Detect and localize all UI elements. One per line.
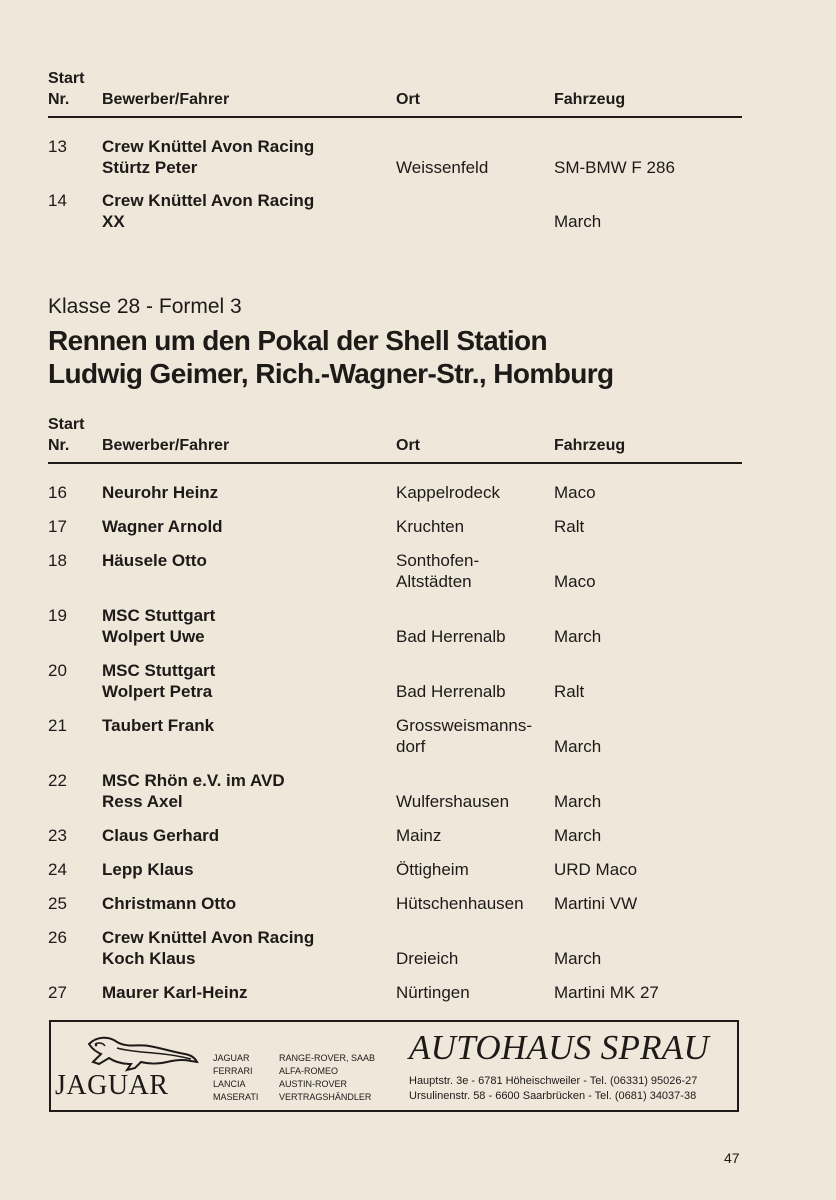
entrant-driver bbox=[102, 482, 218, 503]
entry-vehicle-line bbox=[554, 770, 601, 791]
start-number: 21 bbox=[48, 716, 67, 735]
entry-location bbox=[396, 136, 488, 178]
entry-row bbox=[48, 770, 742, 812]
start-number: 22 bbox=[48, 771, 67, 790]
entry-vehicle-line bbox=[554, 190, 601, 211]
header-ort: Ort bbox=[396, 91, 420, 108]
header-fahrzeug: Fahrzeug bbox=[554, 437, 626, 454]
brand-item: ALFA-ROMEO bbox=[279, 1066, 339, 1076]
entrant-driver-line: Claus Gerhard bbox=[102, 826, 220, 845]
brand-item: MASERATI bbox=[213, 1092, 259, 1102]
start-number: 18 bbox=[48, 551, 67, 570]
entry-vehicle-line: Maco bbox=[554, 572, 596, 591]
entry-vehicle-line: March bbox=[554, 627, 602, 646]
entry-row bbox=[48, 190, 742, 232]
start-number: 20 bbox=[48, 661, 67, 680]
header-bewerber: Bewerber/Fahrer bbox=[102, 91, 230, 108]
entrant-driver bbox=[102, 825, 219, 846]
entry-location-line bbox=[396, 605, 506, 626]
entry-location-line: Hütschenhausen bbox=[396, 894, 524, 913]
start-number: 25 bbox=[48, 894, 67, 913]
entrant-driver-line: Koch Klaus bbox=[102, 949, 196, 968]
entry-vehicle bbox=[554, 190, 601, 232]
entrant-driver-line bbox=[102, 571, 207, 592]
entry-vehicle bbox=[554, 715, 601, 757]
entry-row bbox=[48, 660, 742, 702]
entry-location bbox=[396, 825, 441, 846]
header-ort: Ort bbox=[396, 437, 420, 454]
entry-vehicle-line bbox=[554, 715, 601, 736]
brand-item: LANCIA bbox=[213, 1079, 246, 1089]
table-header-2 bbox=[48, 414, 742, 464]
entrant-driver-line: Wagner Arnold bbox=[102, 517, 223, 536]
entrant-driver bbox=[102, 927, 314, 969]
entrant-driver-line: MSC Stuttgart bbox=[102, 606, 216, 625]
entry-vehicle bbox=[554, 516, 584, 537]
entry-vehicle bbox=[554, 927, 601, 969]
entrant-driver bbox=[102, 136, 314, 178]
entry-location bbox=[396, 550, 479, 592]
entry-row bbox=[48, 715, 742, 757]
entry-row bbox=[48, 136, 742, 178]
entry-row bbox=[48, 825, 742, 846]
entrant-driver-line: Wolpert Petra bbox=[102, 682, 213, 701]
entry-row bbox=[48, 893, 742, 914]
entrant-driver bbox=[102, 859, 194, 880]
entry-location-line: Öttigheim bbox=[396, 860, 469, 879]
entrant-driver-line: Christmann Otto bbox=[102, 894, 237, 913]
race-title bbox=[48, 324, 614, 390]
entrant-driver-line: Neurohr Heinz bbox=[102, 483, 219, 502]
entry-vehicle bbox=[554, 136, 675, 178]
start-number: 26 bbox=[48, 928, 67, 947]
entry-vehicle-line bbox=[554, 550, 596, 571]
entry-vehicle-line: URD Maco bbox=[554, 860, 638, 879]
entry-location bbox=[396, 516, 464, 537]
entrant-driver-line: MSC Stuttgart bbox=[102, 661, 216, 680]
entry-location-line bbox=[396, 927, 458, 948]
entry-vehicle-line: SM-BMW F 286 bbox=[554, 158, 675, 177]
header-nr: Nr. bbox=[48, 91, 70, 108]
brand-item: FERRARI bbox=[213, 1066, 253, 1076]
entry-row bbox=[48, 550, 742, 592]
brand-item: VERTRAGSHÄNDLER bbox=[279, 1092, 372, 1102]
class-heading: Klasse 28 - Formel 3 bbox=[48, 295, 242, 318]
entrant-driver-line: Häusele Otto bbox=[102, 551, 207, 570]
entrant-driver bbox=[102, 770, 285, 812]
address-line-2: Ursulinenstr. 58 - 6600 Saarbrücken - Tel. (0681) 34037-38 bbox=[409, 1090, 697, 1102]
entrant-driver bbox=[102, 893, 236, 914]
entrant-driver bbox=[102, 605, 215, 647]
entry-row bbox=[48, 982, 742, 1003]
entrant-driver-line: Crew Knüttel Avon Racing bbox=[102, 928, 315, 947]
entry-location-line: Kappelrodeck bbox=[396, 483, 500, 502]
entry-vehicle bbox=[554, 482, 596, 503]
entrant-driver-line: Maurer Karl-Heinz bbox=[102, 983, 248, 1002]
entrant-driver bbox=[102, 982, 247, 1003]
entry-location-line: Bad Herrenalb bbox=[396, 682, 506, 701]
entry-vehicle-line bbox=[554, 660, 584, 681]
leaping-jaguar-icon bbox=[87, 1034, 199, 1074]
entry-vehicle bbox=[554, 550, 596, 592]
entry-location-line bbox=[396, 136, 488, 157]
start-number: 13 bbox=[48, 137, 67, 156]
entry-row bbox=[48, 516, 742, 537]
header-bewerber: Bewerber/Fahrer bbox=[102, 437, 230, 454]
entry-vehicle bbox=[554, 770, 601, 812]
entry-vehicle-line bbox=[554, 605, 601, 626]
entry-vehicle-line: March bbox=[554, 212, 602, 231]
header-rule bbox=[48, 116, 742, 118]
entry-location-line: Dreieich bbox=[396, 949, 459, 968]
entrant-driver-line: Ress Axel bbox=[102, 792, 183, 811]
entry-location-line bbox=[396, 770, 509, 791]
entry-vehicle-line: March bbox=[554, 792, 602, 811]
entrant-driver-line: Crew Knüttel Avon Racing bbox=[102, 191, 315, 210]
entry-row bbox=[48, 482, 742, 503]
entry-vehicle-line bbox=[554, 136, 675, 157]
entry-vehicle-line: Martini MK 27 bbox=[554, 983, 659, 1002]
entry-vehicle-line: Ralt bbox=[554, 517, 585, 536]
entrant-driver bbox=[102, 550, 207, 592]
header-start: Start bbox=[48, 416, 85, 433]
entry-location bbox=[396, 482, 500, 503]
entry-vehicle bbox=[554, 859, 637, 880]
jaguar-logo-word: JAGUAR bbox=[55, 1070, 169, 1101]
entry-location bbox=[396, 605, 506, 647]
entrant-driver-line: Crew Knüttel Avon Racing bbox=[102, 137, 315, 156]
entry-vehicle-line: Martini VW bbox=[554, 894, 638, 913]
entry-location-line bbox=[396, 660, 506, 681]
entry-location-line: Grossweismanns- bbox=[396, 716, 533, 735]
brand-item: JAGUAR bbox=[213, 1053, 250, 1063]
entry-vehicle-line: March bbox=[554, 949, 602, 968]
entrant-driver-line: MSC Rhön e.V. im AVD bbox=[102, 771, 285, 790]
entry-vehicle-line: Maco bbox=[554, 483, 596, 502]
address-line-1: Hauptstr. 3e - 6781 Höheischweiler - Tel. (06331) 95026-27 bbox=[409, 1075, 698, 1087]
entrant-driver-line: Taubert Frank bbox=[102, 716, 215, 735]
brand-item: AUSTIN-ROVER bbox=[279, 1079, 348, 1089]
start-number: 27 bbox=[48, 983, 67, 1002]
entry-vehicle-line: Ralt bbox=[554, 682, 585, 701]
entrant-driver bbox=[102, 715, 214, 757]
entry-location bbox=[396, 982, 470, 1003]
entry-row bbox=[48, 605, 742, 647]
entry-location bbox=[396, 660, 506, 702]
entrant-driver bbox=[102, 190, 314, 232]
entrant-driver-line: Lepp Klaus bbox=[102, 860, 194, 879]
start-number: 24 bbox=[48, 860, 67, 879]
entry-location bbox=[396, 927, 458, 969]
entrant-driver bbox=[102, 660, 215, 702]
entry-location-line: Wulfershausen bbox=[396, 792, 510, 811]
entry-vehicle bbox=[554, 982, 659, 1003]
entry-row bbox=[48, 927, 742, 969]
entry-location bbox=[396, 893, 524, 914]
race-title-line-1: Rennen um den Pokal der Shell Station bbox=[48, 325, 547, 356]
header-start: Start bbox=[48, 70, 85, 87]
entry-location-line: Altstädten bbox=[396, 572, 472, 591]
entry-location-line: dorf bbox=[396, 737, 426, 756]
entrant-driver-line: Stürtz Peter bbox=[102, 158, 198, 177]
entrant-driver-line: XX bbox=[102, 212, 125, 231]
page-number: 47 bbox=[724, 1150, 740, 1166]
entry-location-line: Bad Herrenalb bbox=[396, 627, 506, 646]
table-header-1 bbox=[48, 68, 742, 118]
brand-list-2 bbox=[279, 1052, 375, 1104]
header-fahrzeug: Fahrzeug bbox=[554, 91, 626, 108]
brand-list-1 bbox=[213, 1052, 258, 1104]
entrant-driver-line bbox=[102, 736, 214, 757]
race-title-line-2: Ludwig Geimer, Rich.-Wagner-Str., Homburg bbox=[48, 358, 614, 389]
company-name: AUTOHAUS SPRAU bbox=[409, 1028, 710, 1067]
entry-location-line: Weissenfeld bbox=[396, 158, 489, 177]
entry-location bbox=[396, 859, 469, 880]
header-nr: Nr. bbox=[48, 437, 70, 454]
start-number: 16 bbox=[48, 483, 67, 502]
entry-vehicle bbox=[554, 660, 584, 702]
entry-location-line: Sonthofen- bbox=[396, 551, 480, 570]
entry-vehicle-line bbox=[554, 927, 601, 948]
entry-vehicle bbox=[554, 893, 637, 914]
entry-vehicle bbox=[554, 605, 601, 647]
start-number: 19 bbox=[48, 606, 67, 625]
entrant-driver bbox=[102, 516, 223, 537]
entry-location bbox=[396, 715, 532, 757]
entry-location-line: Nürtingen bbox=[396, 983, 470, 1002]
start-number: 14 bbox=[48, 191, 67, 210]
entry-row bbox=[48, 859, 742, 880]
entry-vehicle-line: March bbox=[554, 826, 602, 845]
entry-vehicle-line: March bbox=[554, 737, 602, 756]
entrant-driver-line: Wolpert Uwe bbox=[102, 627, 205, 646]
entry-location-line: Mainz bbox=[396, 826, 442, 845]
header-rule bbox=[48, 462, 742, 464]
entry-location-line: Kruchten bbox=[396, 517, 465, 536]
entry-location bbox=[396, 770, 509, 812]
brand-item: RANGE-ROVER, SAAB bbox=[279, 1053, 376, 1063]
entry-vehicle bbox=[554, 825, 601, 846]
start-number: 23 bbox=[48, 826, 67, 845]
advertisement-box bbox=[49, 1020, 739, 1112]
start-number: 17 bbox=[48, 517, 67, 536]
